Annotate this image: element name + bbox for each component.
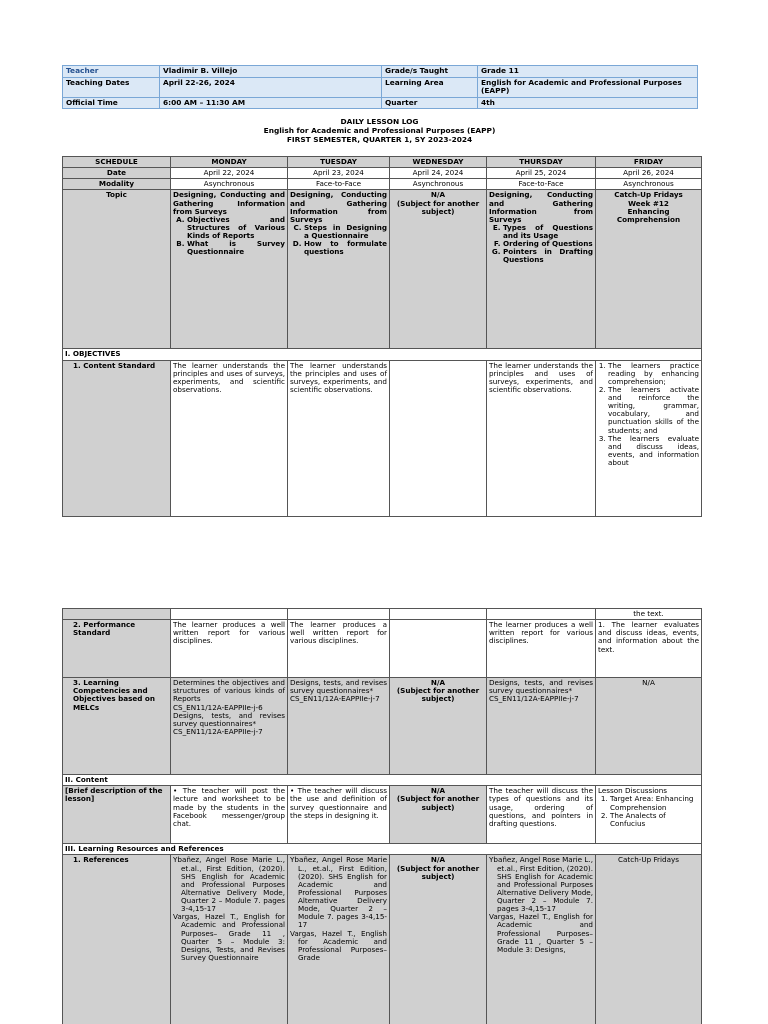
lesson-description-row [63,786,702,844]
topic-wednesday-na: N/A [430,190,446,200]
content-standard-tuesday: The learner understands the principles and uses of surveys, experiments, and scientific observations. [288,360,390,516]
references-wednesday-na: N/A [430,855,446,865]
references-friday: Catch-Up Fridays [596,855,702,1024]
lesson-description-wednesday-na: N/A [430,786,446,796]
lesson-log-table-page-1 [62,156,702,517]
references-wednesday [390,855,487,1024]
learning-competencies-row [63,678,702,775]
references-wednesday-note: (Subject for another subject) [396,863,480,881]
competency-code: CS_EN11/12A-EAPPIIe-j-7 [290,694,380,704]
topic-thursday [487,190,596,349]
topic-monday-title: Designing, Conducting and Gathering Information from Surveys [173,190,285,216]
lesson-description-monday [171,786,288,844]
header-schedule: SCHEDULE [63,157,171,168]
lesson-discussions-title: Lesson Discussions [598,786,667,796]
content-standard-friday-item: 1. The learners practice reading by enhancing comprehension; [608,362,699,386]
references-thursday [487,855,596,1024]
competency-text: Designs, tests, and revises survey questionnaires* [290,678,387,696]
reference-entry: Vargas, Hazel T., English for Academic and Professional Purposes– Grade 11 , Quarter 5 – Module 3: Designs, Tests, and Revises Survey Questionnaire [173,912,285,962]
competency-text: Designs, tests, and revises survey questionnaires* [489,678,593,696]
competency-code: CS_EN11/12A-EAPPIIe-j-7 [489,694,579,704]
topic-friday-week: Week #12 [628,198,669,208]
quarter-value: 4th [478,97,698,109]
learning-competencies-friday: N/A [596,678,702,775]
learning-competencies-tuesday [288,678,390,775]
header-wednesday: WEDNESDAY [390,157,487,168]
topic-tuesday [288,190,390,349]
learning-competencies-wednesday [390,678,487,775]
topic-friday-focus: Enhancing Comprehension [616,206,681,224]
table-header-row [63,157,702,168]
topic-tuesday-item: D. How to formulate questions [304,240,387,256]
content-section-row [63,775,702,786]
teacher-info-table [62,65,698,109]
title-semester: FIRST SEMESTER, QUARTER 1, SY 2023-2024 [286,134,473,144]
reference-entry: Vargas, Hazel T., English for Academic and Professional Purposes– Grade 11 , Quarter 5 – Module 3: Designs, [489,912,593,954]
teaching-dates-value: April 22-26, 2024 [160,77,382,97]
topic-tuesday-item: C. Steps in Designing a Questionnaire [304,224,387,240]
document-titles [62,118,697,145]
content-standard-friday-continued: the text. [596,609,702,620]
competency-text: Designs, tests, and revises survey questionnaires* [173,710,285,728]
competency-wednesday-na: N/A [430,678,446,688]
official-time-value: 6:00 AM – 11:30 AM [160,97,382,109]
date-thursday: April 25, 2024 [487,168,596,179]
references-tuesday [288,855,390,1024]
learning-competencies-monday [171,678,288,775]
topic-wednesday [390,190,487,349]
modality-monday: Asynchronous [171,179,288,190]
performance-standard-thursday: The learner produces a well written report for various disciplines. [487,620,596,678]
topic-row [63,190,702,349]
content-standard-wednesday [390,360,487,516]
content-standard-label: 1. Content Standard [63,360,171,516]
topic-thursday-item: F. Ordering of Questions [503,240,593,248]
lesson-description-friday [596,786,702,844]
modality-label: Modality [63,179,171,190]
modality-friday: Asynchronous [596,179,702,190]
modality-row [63,179,702,190]
topic-tuesday-title: Designing, Conducting and Gathering Information from Surveys [290,190,387,224]
learning-area-label: Learning Area [382,77,478,97]
date-tuesday: April 23, 2024 [288,168,390,179]
lesson-description-tuesday-text: • The teacher will discuss the use and definition of survey questionnaire and the steps in designing it. [290,787,387,820]
official-time-label: Official Time [63,97,160,109]
topic-wednesday-note: (Subject for another subject) [396,198,480,216]
grades-value: Grade 11 [478,66,698,78]
performance-standard-friday: 1. The learner evaluates and discuss ideas, events, and information about the text. [596,620,702,678]
date-row [63,168,702,179]
lesson-description-monday-text: • The teacher will post the lecture and worksheet to be made by the students in the Facebook messenger/group chat. [173,787,285,828]
quarter-label: Quarter [382,97,478,109]
resources-section-label: III. Learning Resources and References [63,844,702,855]
date-friday: April 26, 2024 [596,168,702,179]
teaching-dates-label: Teaching Dates [63,77,160,97]
performance-standard-row [63,620,702,678]
competency-text: Determines the objectives and structures of various kinds of Reports [173,678,285,704]
reference-entry: Ybañez, Angel Rose Marie L., et.al., First Edition, (2020). SHS English for Academic and Professional Purposes Alternative Delivery Mode, Quarter 2 – Module 7. pages 3-4,15-17 [290,855,387,930]
reference-entry: Vargas, Hazel T., English for Academic and Professional Purposes– Grade [290,928,387,962]
objectives-section-label: I. OBJECTIVES [63,349,702,360]
lesson-description-label: [Brief description of the lesson] [63,786,171,844]
date-wednesday: April 24, 2024 [390,168,487,179]
lesson-discussion-item: 2. The Analects of Confucius [610,812,699,828]
performance-standard-monday: The learner produces a well written report for various disciplines. [171,620,288,678]
title-daily-lesson-log: DAILY LESSON LOG [340,117,419,126]
topic-label: Topic [63,190,171,349]
teacher-label: Teacher [63,66,160,78]
content-standard-row [63,360,702,516]
topic-monday-item: A. Objectives and Structures of Various Kinds of Reports [187,216,285,240]
topic-friday-title: Catch-Up Fridays [614,190,683,200]
header-friday: FRIDAY [596,157,702,168]
reference-entry: Ybañez, Angel Rose Marie L., et.al., First Edition, (2020). SHS English for Academic and Professional Purposes Alternative Delivery Mode, Quarter 2 – Module 7. pages 3-4,15-17 [489,855,593,914]
content-standard-friday [596,360,702,516]
lesson-discussion-item: 1. Target Area: Enhancing Comprehension [610,795,699,811]
content-standard-continued-row [63,609,702,620]
topic-thursday-item: G. Pointers in Drafting Questions [503,248,593,264]
header-thursday: THURSDAY [487,157,596,168]
modality-wednesday: Asynchronous [390,179,487,190]
competency-wednesday-note: (Subject for another subject) [396,686,480,704]
topic-thursday-title: Designing, Conducting and Gathering Information from Surveys [489,190,593,224]
topic-monday [171,190,288,349]
modality-tuesday: Face-to-Face [288,179,390,190]
modality-thursday: Face-to-Face [487,179,596,190]
learning-competencies-thursday [487,678,596,775]
lesson-description-tuesday [288,786,390,844]
topic-friday [596,190,702,349]
references-row [63,855,702,1024]
performance-standard-tuesday: The learner produces a well written report for various disciplines. [288,620,390,678]
grades-label: Grade/s Taught [382,66,478,78]
resources-section-row [63,844,702,855]
lesson-log-table-page-2 [62,608,702,1024]
references-label: 1. References [63,855,171,1024]
lesson-description-wednesday-note: (Subject for another subject) [396,794,480,812]
reference-entry: Ybañez, Angel Rose Marie L., et.al., First Edition, (2020). SHS English for Academic and Professional Purposes Alternative Delivery Mode, Quarter 2 – Module 7. pages 3-4,15-17 [173,855,285,914]
competency-code: CS_EN11/12A-EAPPIIe-j-7 [173,726,263,736]
header-monday: MONDAY [171,157,288,168]
performance-standard-wednesday [390,620,487,678]
lesson-description-wednesday [390,786,487,844]
content-standard-friday-item: 3. The learners evaluate and discuss ideas, events, and information about [608,435,699,468]
topic-monday-item: B. What is Survey Questionnaire [187,240,285,256]
learning-area-value: English for Academic and Professional Purposes (EAPP) [478,77,698,97]
topic-thursday-item: E. Types of Questions and its Usage [503,224,593,240]
content-section-label: II. Content [63,775,702,786]
title-subject: English for Academic and Professional Purposes (EAPP) [263,125,496,135]
teacher-value: Vladimir B. Villejo [160,66,382,78]
performance-standard-label: 2. Performance Standard [63,620,171,678]
references-monday [171,855,288,1024]
content-standard-monday: The learner understands the principles and uses of surveys, experiments, and scientific observations. [171,360,288,516]
date-label: Date [63,168,171,179]
content-standard-thursday: The learner understands the principles and uses of surveys, experiments, and scientific observations. [487,360,596,516]
objectives-section-row [63,349,702,360]
date-monday: April 22, 2024 [171,168,288,179]
lesson-description-thursday: The teacher will discuss the types of questions and its usage, ordering of questions, and pointers in drafting questions. [487,786,596,844]
content-standard-friday-item: 2. The learners activate and reinforce the writing, grammar, vocabulary, and punctuation skills of the students; and [608,386,699,435]
header-tuesday: TUESDAY [288,157,390,168]
learning-competencies-label: 3. Learning Competencies and Objectives based on MELCs [63,678,171,775]
competency-code: CS_EN11/12A-EAPPIIe-j-6 [173,702,263,712]
